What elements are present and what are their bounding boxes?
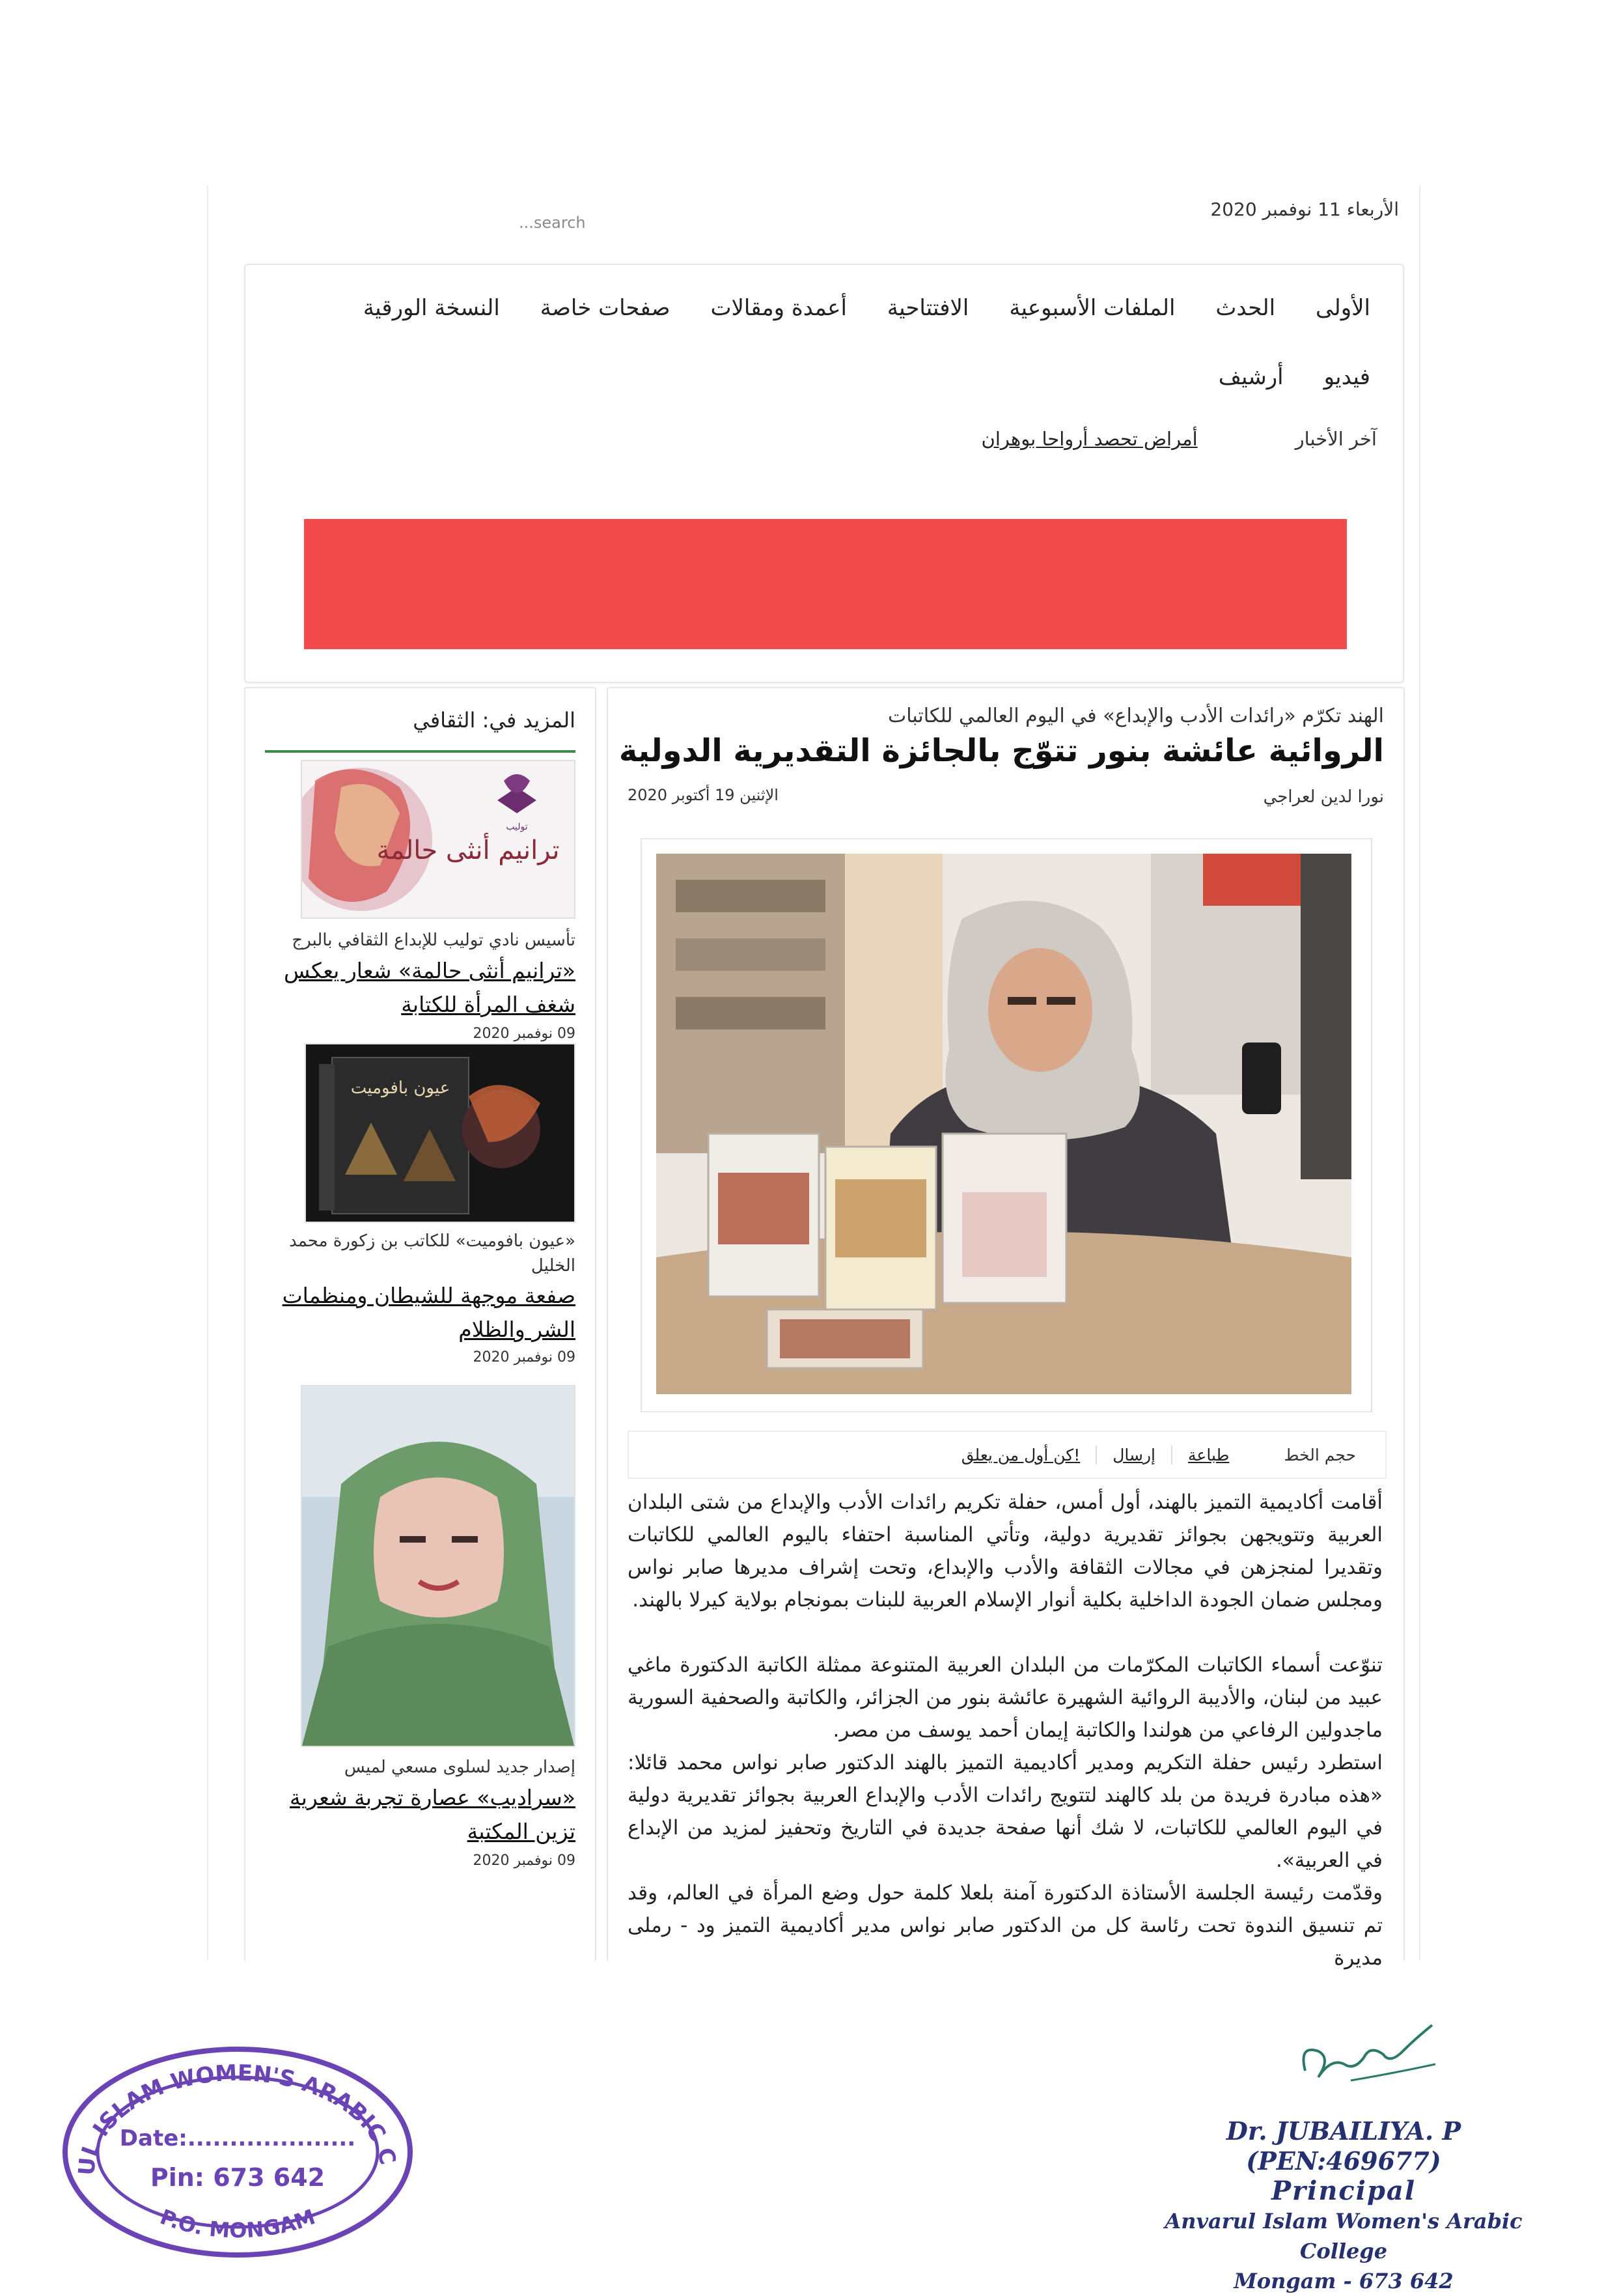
- article-paragraph: أقامت أكاديمية التميز بالهند، أول أمس، حفلة تكريم رائدات الأدب والإبداع من شتى البلدان العربية وتتويجهن بجوائز تقديرية دولية، وتأتي المناسبة احتفاء باليوم العالمي للكاتبات وتقديرا لمنجزهن في مجالات الثقافة والأدب والإبداع، وتحت إشراف مديرها صابر نواس ومجلس ضمان الجودة الداخلية بكلية أنوار الإسلام العربية للبنات بمونجام بولاية كيرلا بالهند.: [628, 1491, 1383, 1612]
- stamp-date: Date:....................: [119, 2125, 356, 2151]
- article-paragraph: وقدّمت رئيسة الجلسة الأستاذة الدكتورة آمنة بلعلا كلمة حول وضع المرأة في العالم، وقد تم تنسيق الندوة تحت رئاسة كل من الدكتور صابر نواس مدير أكاديمية التميز ود - رملى مديرة: [628, 1881, 1383, 1970]
- news-ticker: [982, 428, 1377, 450]
- article: [607, 687, 1405, 1970]
- signatory-name: Dr. JUBAILIYA. P (PEN:469677): [1226, 2116, 1461, 2176]
- article-body: [628, 1486, 1383, 1974]
- college-stamp: [55, 2041, 420, 2263]
- sidebar-item-subtitle: إصدار جديد لسلوى مسعي لميس: [344, 1757, 575, 1777]
- thumbnail-title: عيون بافوميت: [350, 1078, 450, 1098]
- nav-home[interactable]: الأولى: [1316, 295, 1370, 321]
- nav-editorial[interactable]: الافتتاحية: [887, 295, 969, 321]
- current-date: الأربعاء 11 نوفمبر 2020: [1210, 199, 1399, 220]
- article-tools: [628, 1431, 1387, 1479]
- sidebar-item-title[interactable]: صفعة موجهة للشيطان ومنظمات الشر والظلام: [282, 1283, 575, 1342]
- ad-banner[interactable]: [304, 519, 1347, 649]
- thumbnail[interactable]: [301, 1385, 575, 1747]
- thumbnail[interactable]: [301, 760, 575, 919]
- site-header: [244, 264, 1404, 683]
- sidebar-item-title[interactable]: «ترانيم أنثى حالمة» شعار يعكس شغف المرأة للكتابة: [283, 958, 575, 1017]
- nav-special-pages[interactable]: صفحات خاصة: [540, 295, 670, 321]
- main-nav: [264, 291, 1370, 429]
- nav-archive[interactable]: أرشيف: [1218, 364, 1284, 390]
- article-paragraph: تنوّعت أسماء الكاتبات المكرّمات من البلدان العربية المتنوعة ممثلة الكاتبة الدكتورة ماغي عبيد من لبنان، والأديبة الروائية الشهيرة عائشة بنور من الجزائر، والكاتبة والصحفية السورية ماجدولين الرفاعي من هولندا والكاتبة إيمان أحمد يوسف من مصر.: [628, 1653, 1383, 1742]
- nav-print-edition[interactable]: النسخة الورقية: [363, 295, 500, 321]
- print-link[interactable]: طباعة: [1171, 1446, 1245, 1464]
- article-author: نورا لدين لعراجي: [1263, 787, 1384, 807]
- signatory-role: Principal: [1271, 2176, 1417, 2206]
- signature-block: [1135, 2116, 1552, 2296]
- sidebar-item-subtitle: «عيون بافوميت» للكاتب بن زكورة محمد الخليل: [289, 1231, 575, 1276]
- nav-event[interactable]: الحدث: [1215, 295, 1276, 321]
- sidebar: [244, 687, 596, 1961]
- svg-text:P.O. MONGAM: [157, 2204, 318, 2243]
- sidebar-item-date: 09 نوفمبر 2020: [473, 1853, 575, 1869]
- signatory-address: Mongam - 673 642: [1234, 2269, 1454, 2293]
- stamp-pin: Pin: 673 642: [150, 2163, 325, 2192]
- nav-columns[interactable]: أعمدة ومقالات: [710, 295, 847, 321]
- sidebar-item-date: 09 نوفمبر 2020: [473, 1026, 575, 1042]
- sidebar-item-title[interactable]: «سراديب» عصارة تجربة شعرية تزين المكتبة: [290, 1785, 575, 1844]
- ticker-headline[interactable]: أمراض تحصد أرواحا بوهران: [981, 428, 1198, 450]
- article-photo: [656, 854, 1351, 1394]
- thumbnail[interactable]: [305, 1043, 575, 1223]
- stamp-ring-text: UL ISLAM WOMEN'S ARABIC C: [74, 2060, 401, 2177]
- svg-text:ANVARUL ISLAM WOMEN'S ARABIC C: [55, 2041, 401, 2176]
- search-input[interactable]: [518, 208, 800, 237]
- handwritten-signature: [1292, 2019, 1448, 2097]
- thumbnail-title: ترانيم أنثى حالمة: [376, 835, 560, 865]
- sidebar-item-date: 09 نوفمبر 2020: [473, 1349, 575, 1365]
- article-title: الروائية عائشة بنور تتوّج بالجائزة التقديرية الدولية: [618, 733, 1384, 769]
- comment-link[interactable]: كن أول من يعلق!: [961, 1445, 1081, 1464]
- article-paragraph: استطرد رئيس حفلة التكريم ومدير أكاديمية التميز بالهند الدكتور صابر نواس محمد قائلا: «هذه مبادرة فريدة من بلد كالهند لتتويج رائدات الأدب والإبداع العربية بجوائز تقديرية دولية في اليوم العالمي للكاتبات، لا شك أنها صفحة جديدة في التاريخ وتحفيز لمزيد من الإبداع في العربية».: [628, 1751, 1383, 1872]
- sidebar-divider: [265, 750, 575, 753]
- nav-video[interactable]: فيديو: [1323, 364, 1370, 390]
- stamp-bottom-text: P.O. MONGAM: [156, 2204, 319, 2243]
- nav-weekly-files[interactable]: الملفات الأسبوعية: [1009, 295, 1176, 321]
- article-kicker: الهند تكرّم «رائدات الأدب والإبداع» في اليوم العالمي للكاتبات: [887, 705, 1384, 727]
- ticker-label: آخر الأخبار: [1295, 428, 1377, 450]
- sidebar-item-subtitle: تأسيس نادي توليب للإبداع الثقافي بالبرج: [292, 931, 575, 950]
- signatory-institution: Anvarul Islam Women's Arabic College: [1165, 2209, 1523, 2263]
- send-link[interactable]: إرسال: [1096, 1446, 1171, 1464]
- sidebar-heading: المزيد في: الثقافي: [413, 708, 575, 733]
- article-photo-frame: [641, 838, 1372, 1412]
- article-date: الإثنين 19 أكتوبر 2020: [628, 786, 779, 804]
- font-size-label: حجم الخط: [1284, 1445, 1356, 1464]
- thumbnail-logo-text: توليب: [506, 822, 528, 832]
